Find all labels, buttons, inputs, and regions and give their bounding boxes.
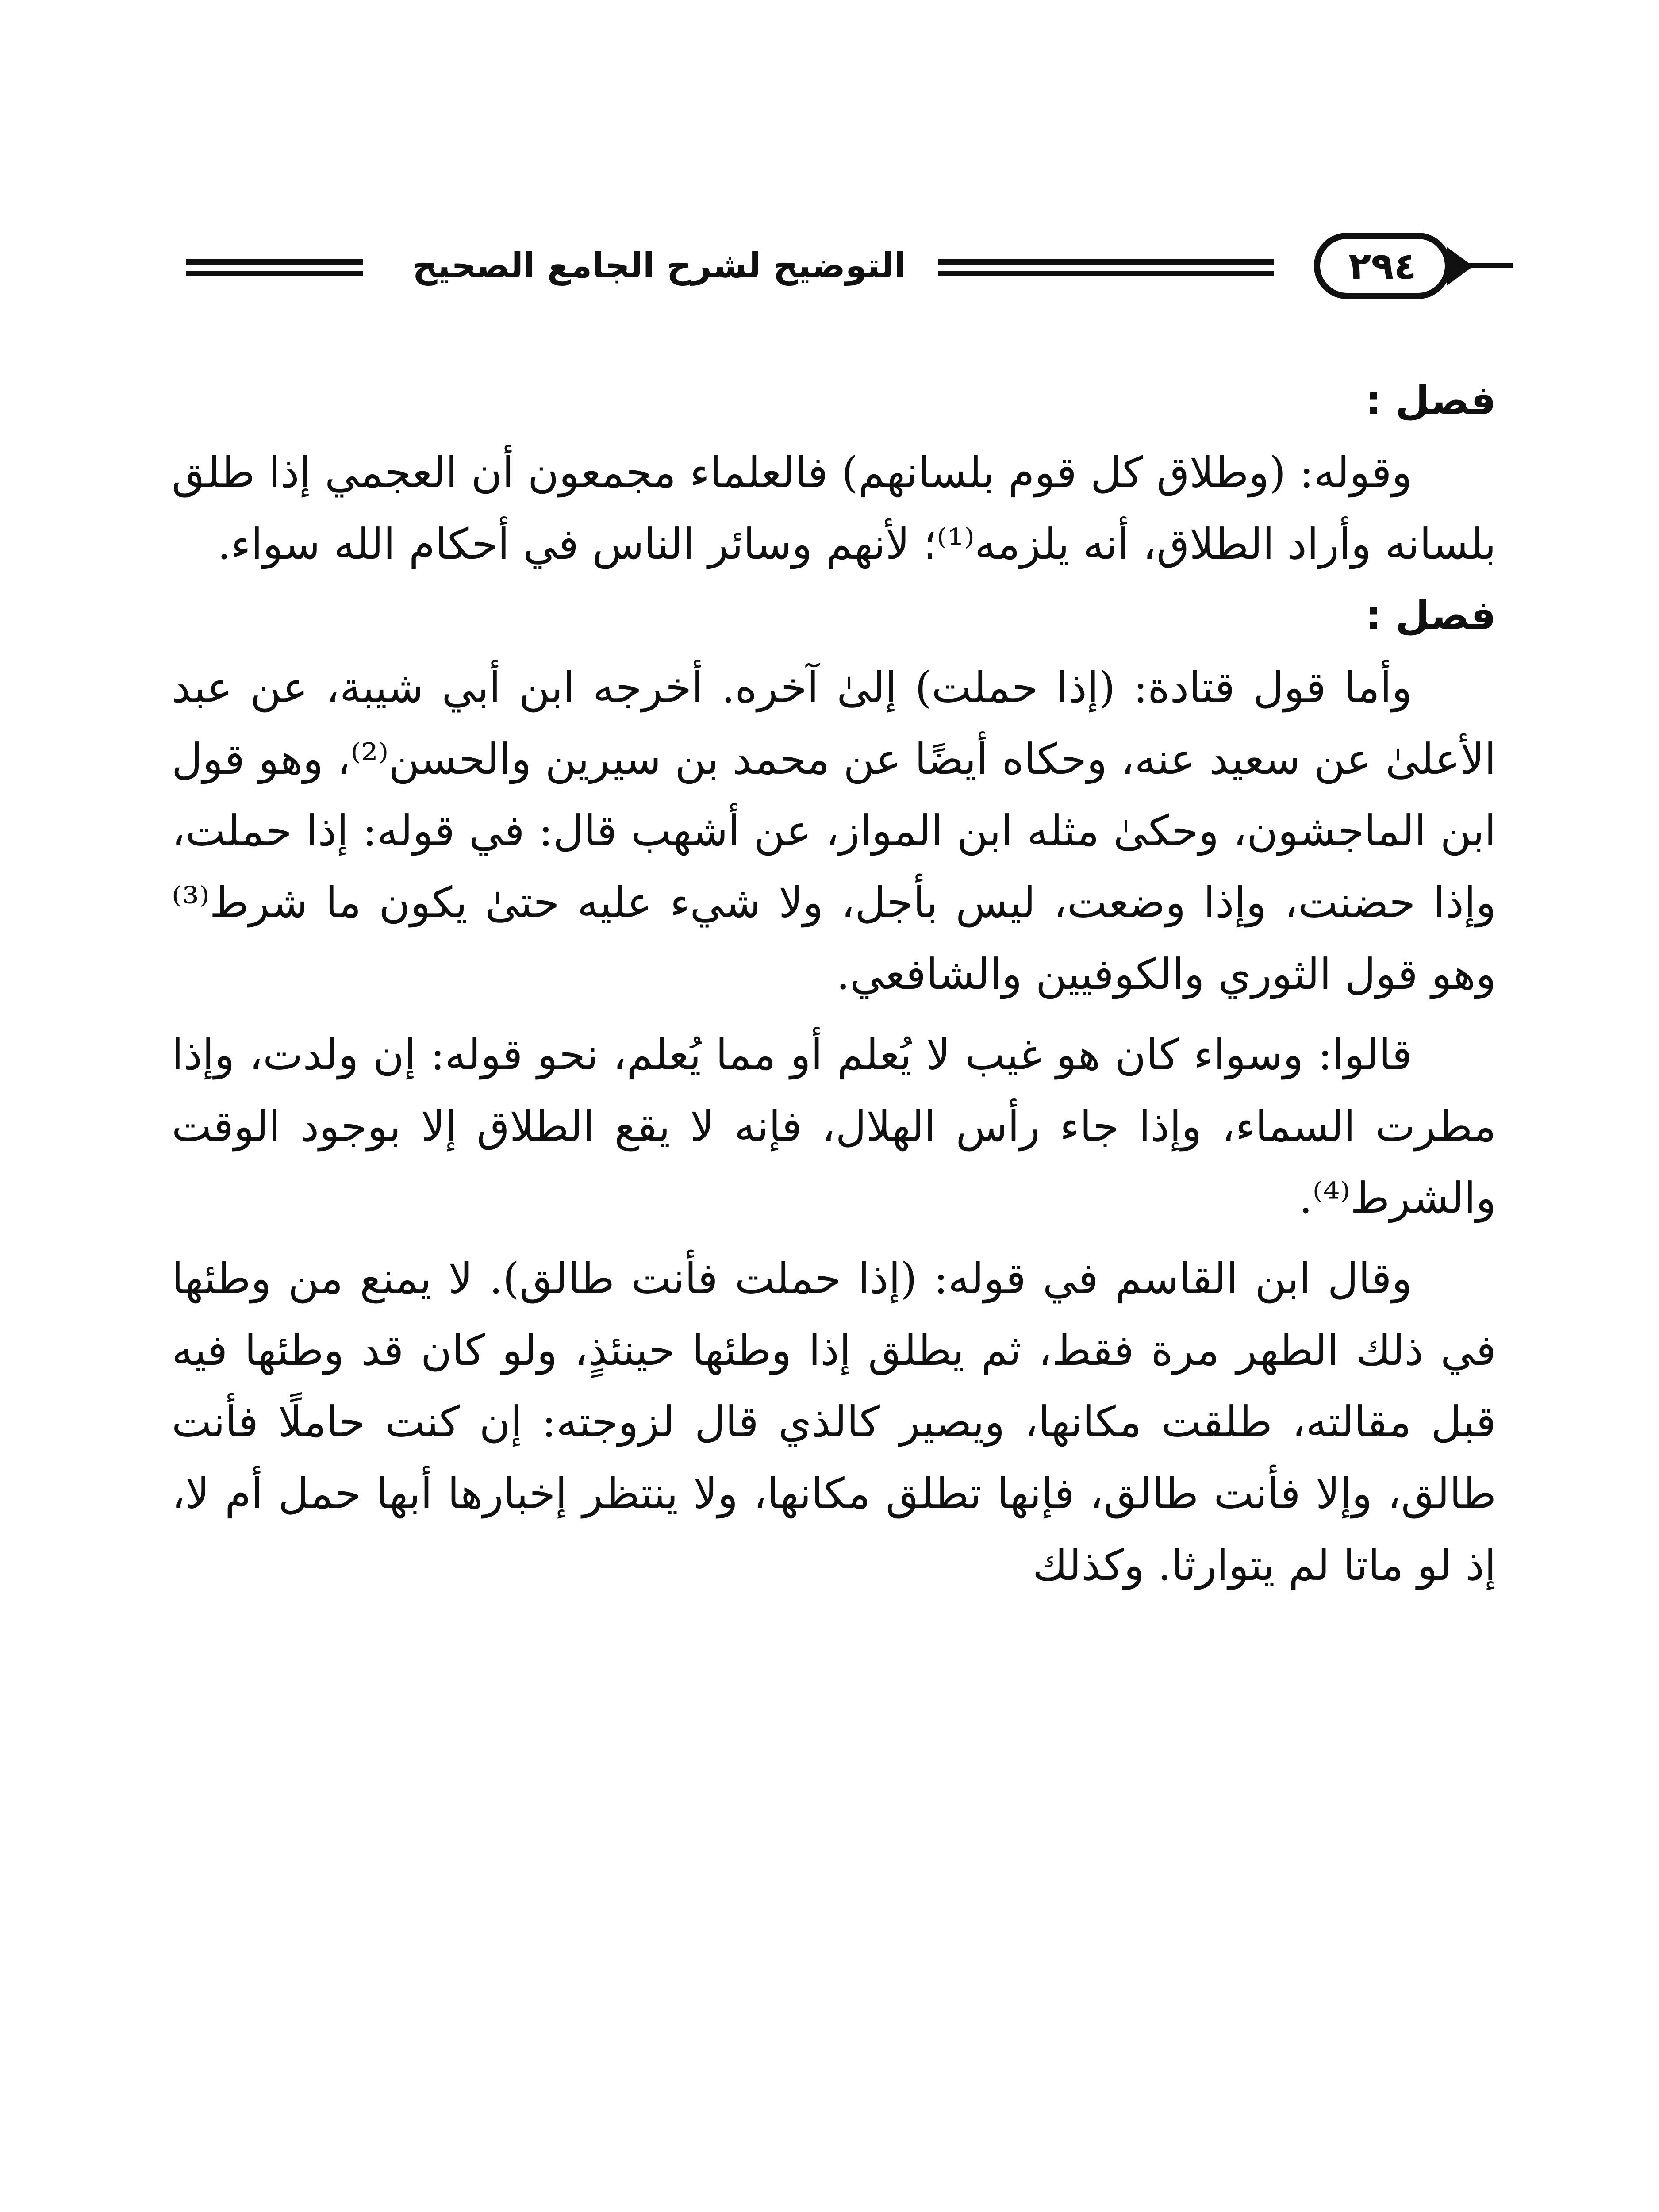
section-heading-2: فصل : <box>1365 592 1496 639</box>
section-heading-1: فصل : <box>1365 377 1496 424</box>
page-header <box>173 230 1500 319</box>
header-rule-middle <box>938 259 1274 276</box>
paragraph-1: وقوله: (وطلاق كل قوم بلسانهم) فالعلماء مجمعون أن العجمي إذا طلق بلسانه وأراد الطلاق، أنه يلزمه⁽¹⁾؛ لأنهم وسائر الناس في أحكام الله سواء. <box>172 448 1496 569</box>
paragraph-4: وقال ابن القاسم في قوله: (إذا حملت فأنت طالق). لا يمنع من وطئها في ذلك الطهر مرة فقط، ثم يطلق إذا وطئها حينئذٍ، ولو كان قد وطئها فيه قبل مقالته، طلقت مكانها، ويصير كالذي قال لزوجته: إن كنت حاملًا فأنت طالق، وإلا فأنت طالق، فإنها تطلق مكانها، ولا ينتظر إخبارها أبها حمل أم لا، إذ لو ماتا لم يتوارثا. وكذلك <box>172 1254 1497 1590</box>
paragraph-3: قالوا: وسواء كان هو غيب لا يُعلم أو مما يُعلم، نحو قوله: إن ولدت، وإذا مطرت السماء، وإذا جاء رأس الهلال، فإنه لا يقع الطلاق إلا بوجود الوقت والشرط⁽⁴⁾. <box>172 1030 1496 1223</box>
paragraph-2: وأما قول قتادة: (إذا حملت) إلىٰ آخره. أخرجه ابن أبي شيبة، عن عبد الأعلىٰ عن سعيد عنه، وحكاه أيضًا عن محمد بن سيرين والحسن⁽²⁾، وهو قول ابن الماجشون، وحكىٰ مثله ابن المواز، عن أشهب قال: في قوله: إذا حملت، وإذا حضنت، وإذا وضعت، ليس بأجل، ولا شيء عليه حتىٰ يكون ما شرط⁽³⁾ وهو قول الثوري والكوفيين والشافعي. <box>172 663 1496 999</box>
running-title: التوضيح لشرح الجامع الصحيح <box>412 246 906 286</box>
page-number: ٢٩٤ <box>1314 233 1451 299</box>
header-rule-left <box>186 259 363 276</box>
header-rule-right <box>1469 263 1513 268</box>
main-text <box>172 365 1496 1601</box>
